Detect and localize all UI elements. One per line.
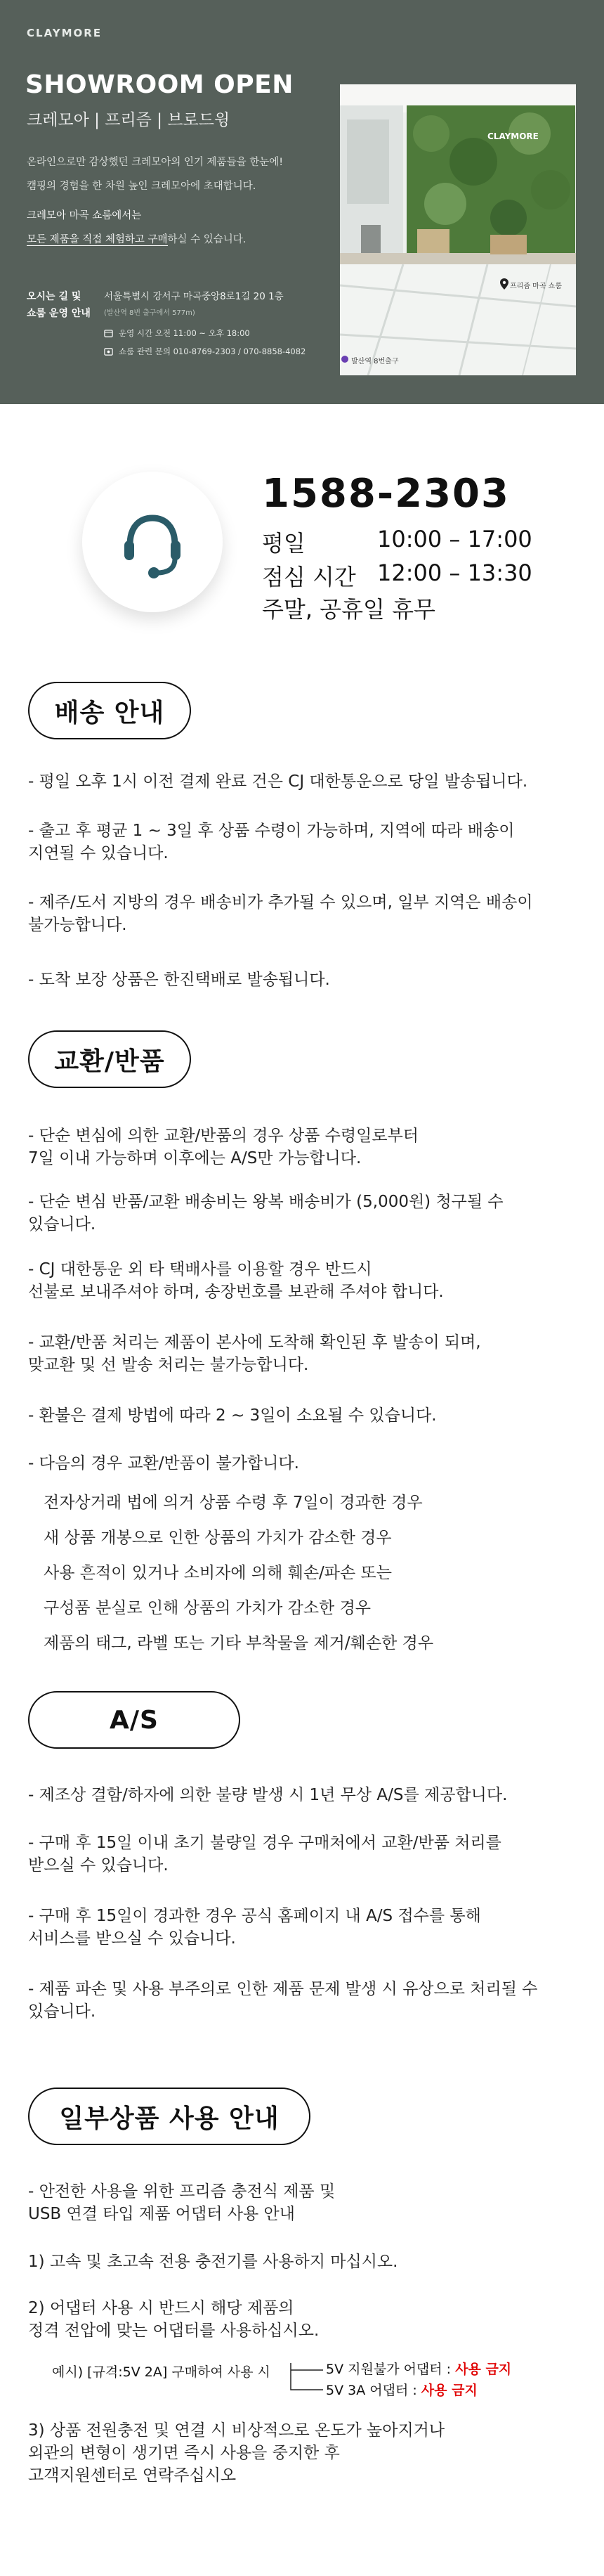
usage-example: 예시) [규격:5V 2A] 구매하여 사용 시 bbox=[52, 2364, 270, 2380]
photo-sign: CLAYMORE bbox=[487, 131, 539, 141]
directions-label-line-2: 쇼룸 운영 안내 bbox=[27, 308, 91, 319]
headset-icon-badge bbox=[82, 472, 223, 612]
showroom-banner bbox=[0, 0, 604, 404]
returns-condition: 전자상거래 법에 의거 상품 수령 후 7일이 경과한 경우 bbox=[44, 1494, 423, 1512]
shipping-item: - 제주/도서 지방의 경우 배송비가 추가될 수 있으며, 일부 지역은 배송이 불가능합니다. bbox=[28, 893, 533, 934]
as-item: - 구매 후 15일 이내 초기 불량일 경우 구매처에서 교환/반품 처리를 받으실 수 있습니다. bbox=[28, 1834, 501, 1875]
shipping-heading: 배송 안내 bbox=[28, 682, 191, 739]
usage-item-2: 2) 어댑터 사용 시 반드시 해당 제품의 정격 전압에 맞는 어댑터를 사용하십시오. bbox=[28, 2299, 320, 2340]
returns-item: - 교환/반품 처리는 제품이 본사에 도착해 확인된 후 발송이 되며, 맞교환 및 선 발송 처리는 불가능합니다. bbox=[28, 1333, 481, 1374]
showroom-title: SHOWROOM OPEN bbox=[25, 70, 294, 99]
directions-label bbox=[27, 288, 91, 322]
showroom-description bbox=[27, 150, 322, 252]
cs-lunch bbox=[262, 559, 532, 592]
desc-tail: 하실 수 있습니다. bbox=[167, 234, 247, 245]
returns-item: - 단순 변심 반품/교환 배송비는 왕복 배송비가 (5,000원) 청구될 수 있습니다. bbox=[28, 1193, 504, 1234]
returns-condition: 제품의 태그, 라벨 또는 기타 부착물을 제거/훼손한 경우 bbox=[44, 1634, 434, 1652]
desc-line-3: 크레모아 마곡 쇼룸에서는 bbox=[27, 210, 142, 221]
clock-icon bbox=[104, 329, 113, 338]
returns-item: - 단순 변심에 의한 교환/반품의 경우 상품 수령일로부터 7일 이내 가능하며 이후에는 A/S만 가능합니다. bbox=[28, 1127, 419, 1167]
showroom-subtitle: 크레모아 | 프리즘 | 브로드윙 bbox=[27, 111, 230, 129]
desc-highlight: 모든 제품을 직접 체험하고 구매 bbox=[27, 234, 168, 245]
map-pin-icon bbox=[500, 278, 508, 290]
usage-intro: - 안전한 사용을 위한 프리즘 충전식 제품 및 USB 연결 타입 제품 어댑터 사용 안내 bbox=[28, 2182, 336, 2223]
cs-phone-number[interactable]: 1588-2303 bbox=[262, 471, 510, 517]
usage-heading: 일부상품 사용 안내 bbox=[28, 2088, 310, 2145]
usage-example-spec-1: 5V 지원불가 어댑터 : bbox=[326, 2362, 456, 2377]
as-item: - 제조상 결함/하자에 의한 불량 발생 시 1년 무상 A/S를 제공합니다. bbox=[28, 1786, 508, 1804]
returns-condition: 새 상품 개봉으로 인한 상품의 가치가 감소한 경우 bbox=[44, 1529, 392, 1547]
shipping-item: - 도착 보장 상품은 한진택배로 발송됩니다. bbox=[28, 971, 330, 989]
example-bracket bbox=[288, 2362, 330, 2393]
cs-weekday bbox=[262, 526, 532, 558]
shipping-item: - 출고 후 평균 1 ~ 3일 후 상품 수령이 가능하며, 지역에 따라 배송이 지연될 수 있습니다. bbox=[28, 822, 515, 862]
directions-label-line-1: 오시는 길 및 bbox=[27, 291, 81, 302]
usage-item-3: 3) 상품 전원충전 및 연결 시 비상적으로 온도가 높아지거나 외관의 변형이 생기면 즉시 사용을 중지한 후 고객지원센터로 연락주십시오 bbox=[28, 2421, 445, 2485]
phone-icon bbox=[104, 347, 113, 356]
desc-line-1: 온라인으로만 감상했던 크레모아의 인기 제품들을 한눈에! bbox=[27, 157, 284, 168]
cs-weekday-label: 평일 bbox=[262, 530, 306, 557]
usage-example-line-1 bbox=[326, 2359, 511, 2378]
returns-condition: 사용 흔적이 있거나 소비자에 의해 훼손/파손 또는 bbox=[44, 1564, 392, 1582]
cs-lunch-label: 점심 시간 bbox=[262, 564, 356, 590]
showroom-hours-text: 운영 시간 오전 11:00 ~ 오후 18:00 bbox=[119, 328, 250, 338]
usage-item-1: 1) 고속 및 초고속 전용 충전기를 사용하지 마십시오. bbox=[28, 2253, 398, 2271]
subway-icon bbox=[341, 356, 348, 363]
usage-example-line-2 bbox=[326, 2380, 478, 2399]
as-heading: A/S bbox=[28, 1691, 240, 1749]
returns-item: - 환불은 결제 방법에 따라 2 ~ 3일이 소요될 수 있습니다. bbox=[28, 1406, 437, 1425]
returns-item: - CJ 대한통운 외 타 택배사를 이용할 경우 반드시 선불로 보내주셔야 하며, 송장번호를 보관해 주셔야 합니다. bbox=[28, 1260, 444, 1301]
cs-lunch-hours: 12:00 – 13:30 bbox=[377, 559, 532, 586]
map-label-station: 발산역 8번출구 bbox=[351, 358, 399, 365]
returns-item: - 다음의 경우 교환/반품이 불가합니다. bbox=[28, 1454, 299, 1473]
cs-weekday-hours: 10:00 – 17:00 bbox=[377, 526, 532, 552]
returns-condition: 구성품 분실로 인해 상품의 가치가 감소한 경우 bbox=[44, 1599, 372, 1617]
showroom-address: 서울특별시 강서구 마곡중앙8로1길 20 1층 bbox=[104, 291, 284, 302]
usage-warning-2: 사용 금지 bbox=[421, 2383, 478, 2398]
usage-warning-1: 사용 금지 bbox=[455, 2362, 512, 2377]
desc-line-2: 캠핑의 경험을 한 차원 높인 크레모아에 초대합니다. bbox=[27, 181, 256, 192]
showroom-contact bbox=[104, 346, 306, 357]
usage-example-spec-2: 5V 3A 어댑터 : bbox=[326, 2383, 421, 2398]
showroom-address-note: (발산역 8번 출구에서 577m) bbox=[104, 309, 195, 317]
showroom-photo bbox=[340, 84, 576, 283]
brand-logo: CLAYMORE bbox=[27, 27, 103, 39]
showroom-contact-text: 쇼룸 관련 문의 010-8769-2303 / 070-8858-4082 bbox=[119, 347, 306, 356]
showroom-hours bbox=[104, 328, 250, 339]
as-item: - 구매 후 15일이 경과한 경우 공식 홈페이지 내 A/S 접수를 통해 서비스를 받으실 수 있습니다. bbox=[28, 1907, 481, 1948]
shipping-item: - 평일 오후 1시 이전 결제 완료 건은 CJ 대한통운으로 당일 발송됩니다. bbox=[28, 772, 528, 791]
map-label-showroom: 프리즘 마곡 쇼룸 bbox=[510, 283, 562, 290]
cs-holiday: 주말, 공휴일 휴무 bbox=[262, 596, 435, 623]
as-item: - 제품 파손 및 사용 부주의로 인한 제품 문제 발생 시 유상으로 처리될 수 있습니다. bbox=[28, 1980, 538, 2021]
desc-line-4 bbox=[27, 228, 322, 252]
headset-icon bbox=[82, 472, 223, 612]
returns-heading: 교환/반품 bbox=[28, 1030, 191, 1088]
